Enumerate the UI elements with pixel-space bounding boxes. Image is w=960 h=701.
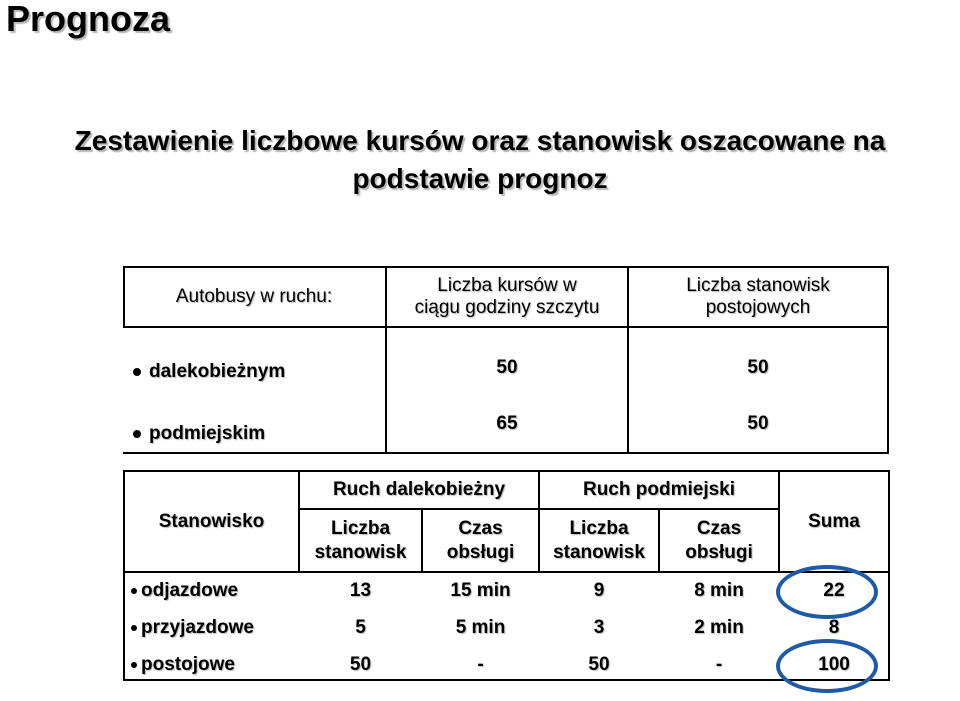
header-autobusy: Autobusy w ruchu:	[175, 286, 333, 307]
row-postojowe-p-liczba: 50	[588, 654, 610, 675]
row-dalekobiezny-stanowiska: 50	[747, 357, 769, 378]
row-dalekobiezny-kursy: 50	[496, 357, 518, 378]
row-odjazdowe-d-czas: 15 min	[450, 580, 511, 601]
row-postojowe-d-czas: -	[477, 654, 484, 675]
subheader-d-czas: Czas obsługi	[446, 517, 515, 563]
slide-title: Prognoza	[6, 0, 171, 39]
courses-table	[123, 266, 889, 454]
bullet-icon	[131, 662, 137, 668]
subheader-d-liczba: Liczba stanowisk	[314, 517, 407, 563]
subheader-p-czas: Czas obsługi	[685, 517, 753, 563]
stations-table	[123, 470, 890, 681]
row-przyjazdowe-d-liczba: 5	[355, 617, 366, 638]
row-postojowe-d-liczba: 50	[349, 654, 372, 675]
highlight-circle-suma-postojowe	[776, 639, 878, 693]
header-suma: Suma	[808, 510, 860, 532]
header-liczba-stanowisk-line-1: Liczba stanowisk	[686, 275, 830, 296]
row-przyjazdowe-label: przyjazdowe	[131, 613, 254, 643]
subheader-p-liczba: Liczba stanowisk	[553, 517, 645, 563]
row-postojowe-suma: 100	[818, 654, 850, 675]
header-stanowisko: Stanowisko	[158, 510, 265, 532]
row-przyjazdowe-p-liczba: 3	[593, 617, 605, 638]
row-postojowe-p-czas: -	[715, 654, 723, 675]
row-podmiejski-label: podmiejskim	[133, 416, 265, 452]
header-liczba-kursow-line-2: ciągu godziny szczytu	[414, 297, 600, 318]
row-odjazdowe-d-liczba: 13	[349, 580, 372, 601]
stations-divider-h2	[125, 571, 888, 573]
bullet-icon	[131, 588, 137, 594]
row-postojowe-label: postojowe	[131, 650, 235, 680]
row-przyjazdowe-d-czas: 5 min	[455, 617, 506, 638]
slide-subtitle	[0, 122, 960, 198]
bullet-icon	[133, 368, 141, 376]
bullet-icon	[133, 430, 141, 438]
header-ruch-podmiejski: Ruch podmiejski	[582, 479, 736, 500]
header-liczba-stanowisk	[629, 266, 887, 328]
row-dalekobiezny-label: dalekobieżnym	[133, 354, 285, 390]
bullet-icon	[131, 625, 137, 631]
subtitle-line-1: Zestawienie liczbowe kursów oraz stanowisk oszacowane na	[74, 125, 886, 156]
row-podmiejski-stanowiska: 50	[747, 413, 769, 434]
row-odjazdowe-p-czas: 8 min	[694, 580, 744, 601]
header-liczba-kursow	[387, 266, 627, 328]
row-odjazdowe-label: odjazdowe	[131, 576, 238, 606]
header-liczba-kursow-line-1: Liczba kursów w	[437, 275, 577, 296]
header-liczba-stanowisk-line-2: postojowych	[705, 297, 811, 318]
header-ruch-dalekobiezny: Ruch dalekobieżny	[332, 479, 506, 500]
row-odjazdowe-suma: 22	[823, 580, 845, 601]
row-odjazdowe-p-liczba: 9	[593, 580, 605, 601]
row-przyjazdowe-p-czas: 2 min	[694, 617, 744, 638]
row-podmiejski-kursy: 65	[496, 413, 518, 434]
highlight-circle-suma-odjazdowe	[776, 565, 878, 619]
row-przyjazdowe-suma: 8	[828, 617, 840, 638]
subtitle-line-2: podstawie prognoz	[352, 163, 608, 194]
